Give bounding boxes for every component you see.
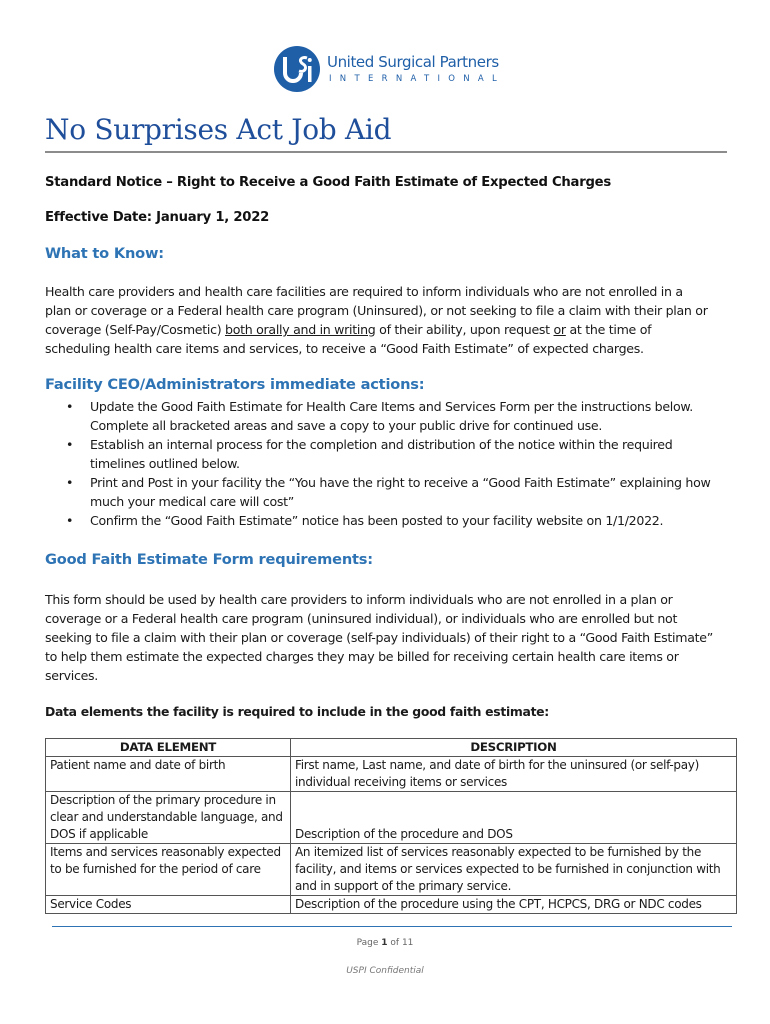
list-item [62,473,742,511]
column-header-description: DESCRIPTION [291,739,737,757]
data-element-cell [46,896,291,914]
uspi-logo [272,44,512,96]
paragraph-line: scheduling health care items and services, to receive a “Good Faith Estimate” of expected charges. [45,341,644,356]
data-element-cell [46,844,291,896]
paragraph-line: services. [45,668,98,683]
paragraph-line: coverage or a Federal health care program (uninsured individual), or individuals who are enrolled but not [45,611,678,626]
data-element-cell [46,792,291,844]
paragraph-line [45,320,735,339]
description-cell [291,844,737,896]
cell-line: First name, Last name, and date of birth for the uninsured (or self-pay) [295,758,699,772]
text-run: coverage (Self-Pay/Cosmetic) [45,322,226,337]
ceo-actions-heading: Facility CEO/Administrators immediate actions: [45,376,425,393]
page-number [0,938,770,948]
what-to-know-paragraph [45,282,735,358]
uspi-logo-icon [272,44,322,94]
text-run: at the time of [565,322,652,337]
cell-line: facility, and items or services expected to be furnished in conjunction with [295,862,721,876]
bullet-icon: • [66,513,74,528]
description-cell [291,896,737,914]
bullet-icon: • [66,399,74,414]
list-item-line: Establish an internal process for the completion and distribution of the notice within the required [90,437,673,452]
underlined-text: both orally and in writing [225,322,376,337]
cell-line: and in support of the primary service. [295,879,512,893]
confidential-label: USPI Confidential [346,966,424,976]
column-header-data-element: DATA ELEMENT [46,739,291,757]
cell-line: An itemized list of services reasonably expected to be furnished by the [295,845,702,859]
form-requirements-paragraph [45,590,735,685]
cell-line: individual receiving items or services [295,775,507,789]
footer-divider [52,926,732,927]
data-element-cell [46,757,291,792]
cell-line: to be furnished for the period of care [50,862,261,876]
page-title: No Surprises Act Job Aid [45,113,392,146]
underlined-text: or [553,322,566,337]
page-total: 11 [401,938,414,948]
paragraph-line: This form should be used by health care providers to inform individuals who are not enrolled in a plan or [45,592,673,607]
effective-date: Effective Date: January 1, 2022 [45,210,270,225]
bullet-icon: • [66,437,74,452]
list-item-line: timelines outlined below. [90,456,240,471]
table-row [46,792,737,844]
table-header-row [46,739,737,757]
table-row [46,757,737,792]
form-requirements-heading: Good Faith Estimate Form requirements: [45,551,373,568]
description-cell [291,792,737,844]
page-number-separator: of [387,938,402,948]
logo-company-subtitle: INTERNATIONAL [329,74,506,84]
cell-line: Description of the procedure using the CPT, HCPCS, DRG or NDC codes [295,897,702,911]
cell-line: Description of the primary procedure in [50,793,276,807]
data-elements-title: Data elements the facility is required to include in the good faith estimate: [45,704,549,719]
list-item-line: Complete all bracketed areas and save a copy to your public drive for continued use. [90,418,603,433]
data-elements-table [45,738,737,914]
page-number-prefix: Page [356,938,382,948]
list-item-line: Print and Post in your facility the “You have the right to receive a “Good Faith Estimate” explaining how [90,475,711,490]
title-divider [45,151,727,153]
page-current: 1 [381,938,388,948]
cell-line: Service Codes [50,897,132,911]
paragraph-line: seeking to file a claim with their plan or coverage (self-pay individuals) of their right to a “Good Faith Estimate” [45,630,713,645]
paragraph-line: plan or coverage or a Federal health care program (Uninsured), or not seeking to file a claim with their plan or [45,303,708,318]
list-item [62,511,742,530]
list-item-line: Confirm the “Good Faith Estimate” notice has been posted to your facility website on 1/1/2022. [90,513,664,528]
table-row [46,844,737,896]
list-item [62,397,742,435]
cell-line: Patient name and date of birth [50,758,226,772]
text-run: of their ability, upon request [375,322,554,337]
notice-line: Standard Notice – Right to Receive a Good Faith Estimate of Expected Charges [45,175,611,190]
list-item [62,435,742,473]
description-cell [291,757,737,792]
paragraph-line: to help them estimate the expected charges they may be billed for receiving certain health care items or [45,649,679,664]
table-row [46,896,737,914]
bullet-icon: • [66,475,74,490]
list-item-line: much your medical care will cost” [90,494,294,509]
what-to-know-heading: What to Know: [45,245,164,262]
logo-company-name: United Surgical Partners [327,53,499,71]
cell-line: Description of the procedure and DOS [295,827,513,841]
cell-line: Items and services reasonably expected [50,845,281,859]
list-item-line: Update the Good Faith Estimate for Health Care Items and Services Form per the instructions below. [90,399,693,414]
cell-line: DOS if applicable [50,827,148,841]
cell-line: clear and understandable language, and [50,810,283,824]
paragraph-line: Health care providers and health care facilities are required to inform individuals who are not enrolled in a [45,284,683,299]
ceo-actions-list [62,397,742,530]
